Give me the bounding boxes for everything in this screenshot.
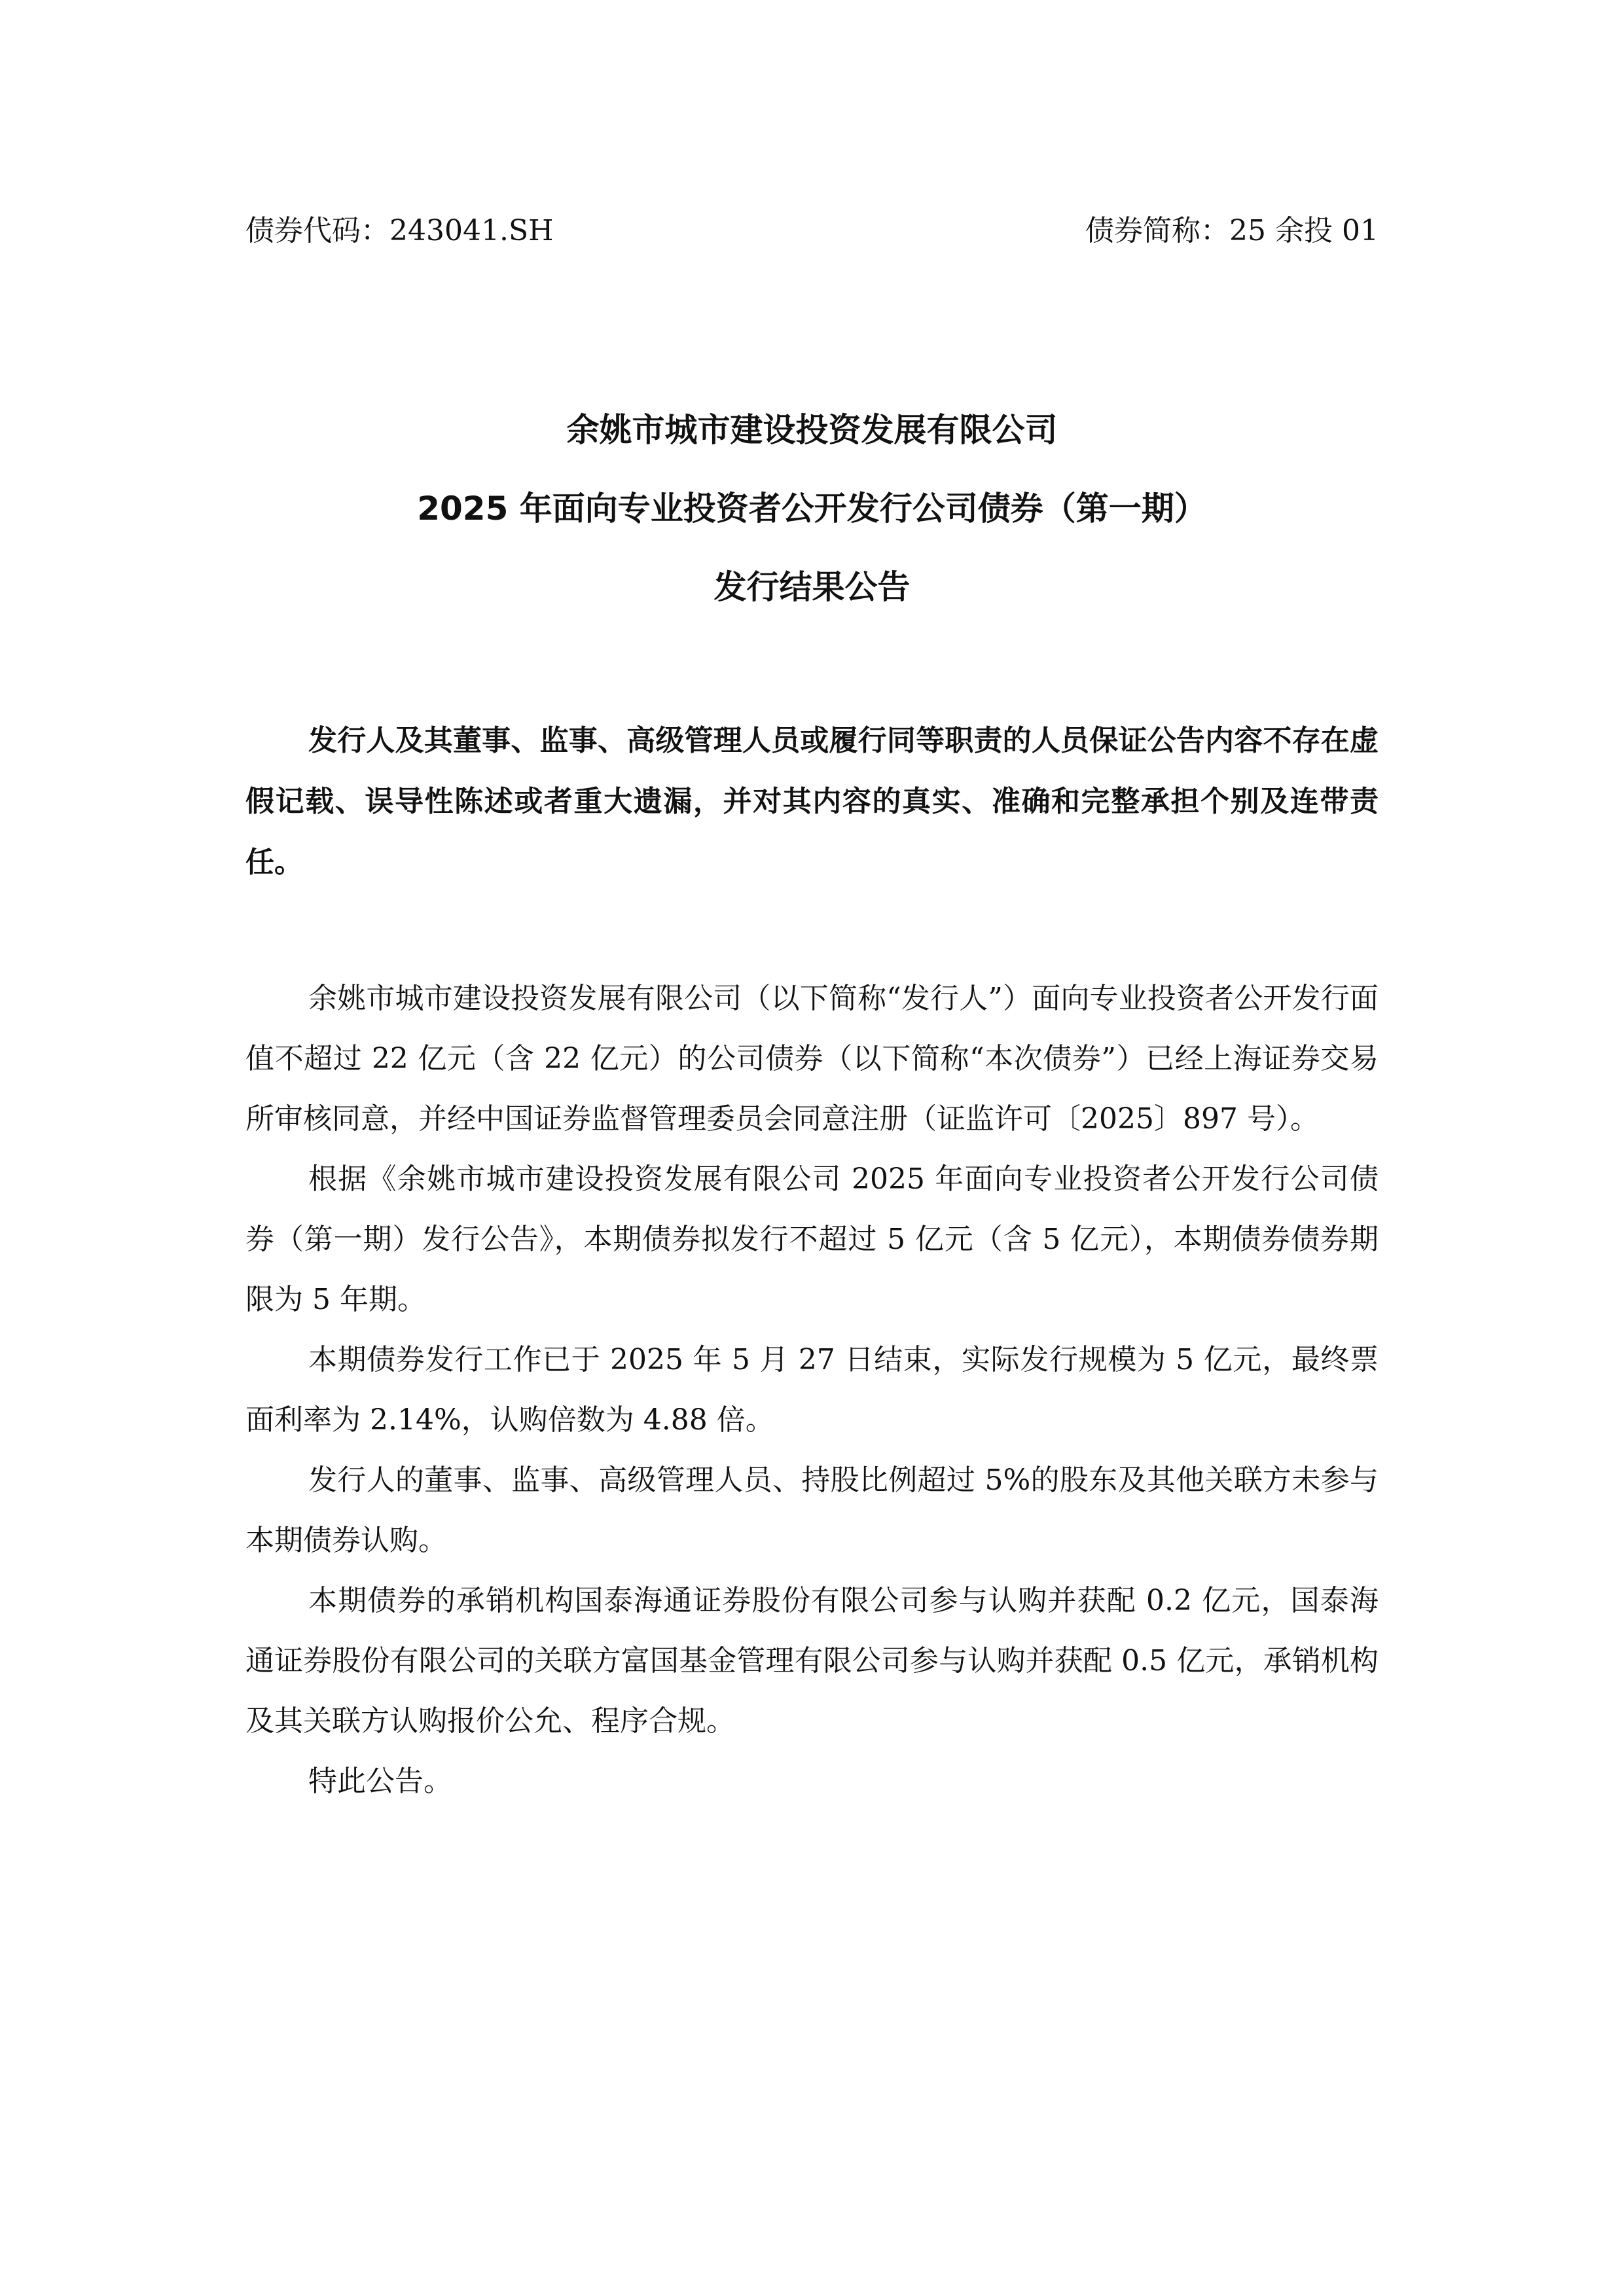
document-title [245, 407, 1379, 643]
title-announcement-type: 发行结果公告 [713, 568, 911, 606]
bond-code: 债券代码：243041.SH [245, 214, 554, 247]
responsibility-statement: 发行人及其董事、监事、高级管理人员或履行同等职责的人员保证公告内容不存在虚假记载、误导性陈述或者重大遗漏，并对其内容的真实、准确和完整承担个别及连带责任。 [245, 724, 1379, 879]
bond-short-name: 债券简称：25 余投 01 [1085, 214, 1379, 247]
paragraph-underwriter-subscription: 本期债券的承销机构国泰海通证券股份有限公司参与认购并获配 0.2 亿元，国泰海通证券股份有限公司的关联方富国基金管理有限公司参与认购并获配 0.5 亿元，承销机构及其关联方认购报价公允、程序合规。 [245, 1584, 1379, 1738]
paragraph-issuance-result: 本期债券发行工作已于 2025 年 5 月 27 日结束，实际发行规模为 5 亿元，最终票面利率为 2.14%，认购倍数为 4.88 倍。 [245, 1343, 1379, 1437]
title-issuer: 余姚市城市建设投资发展有限公司 [566, 411, 1058, 449]
announcement-body [245, 969, 1379, 1812]
header-row [245, 208, 1379, 254]
paragraph-issuance-plan: 根据《余姚市城市建设投资发展有限公司 2025 年面向专业投资者公开发行公司债券（第一期）发行公告》，本期债券拟发行不超过 5 亿元（含 5 亿元），本期债券债券期限为 5 年期。 [245, 1162, 1379, 1316]
paragraph-registration: 余姚市城市建设投资发展有限公司（以下简称“发行人”）面向专业投资者公开发行面值不超过 22 亿元（含 22 亿元）的公司债券（以下简称“本次债券”）已经上海证券交易所审核同意，并经中国证券监督管理委员会同意注册（证监许可〔2025〕897 号）。 [245, 982, 1379, 1136]
paragraph-related-parties: 发行人的董事、监事、高级管理人员、持股比例超过 5%的股东及其他关联方未参与本期债券认购。 [245, 1463, 1379, 1557]
paragraph-closing: 特此公告。 [308, 1765, 452, 1798]
title-bond-name: 2025 年面向专业投资者公开发行公司债券（第一期） [417, 490, 1207, 528]
